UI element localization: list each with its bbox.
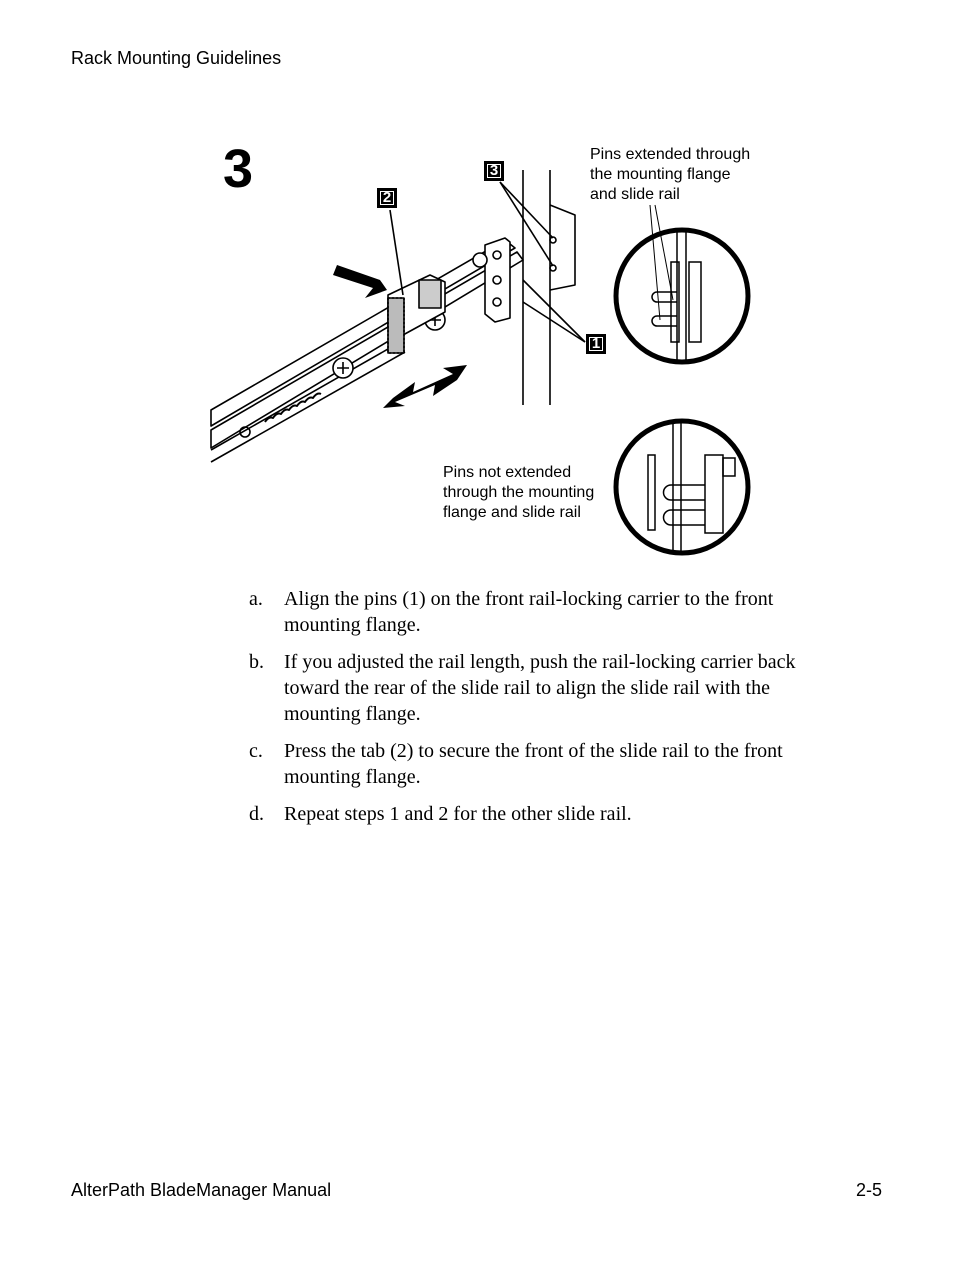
step-letter: d. [249,803,264,825]
step-text: If you adjusted the rail length, push the rail-locking carrier back toward the rear of the slide rail to align the slide rail with the mounting flange. [284,651,796,725]
step-item [249,586,849,638]
step-item [249,801,849,827]
callout-pins-extended: Pins extended through the mounting flange and slide rail [590,146,751,203]
callout-badge-flange: 3 [484,161,504,181]
step-letter: c. [249,740,263,762]
step-letter: a. [249,588,263,610]
step-item [249,649,849,727]
instruction-steps [249,586,849,838]
rail-installation-figure [205,130,765,570]
footer-manual-title: AlterPath BladeManager Manual [71,1180,332,1200]
step-text: Repeat steps 1 and 2 for the other slide rail. [284,803,632,825]
page-header: Rack Mounting Guidelines [71,48,282,68]
callout-badge-tab: 2 [377,188,397,208]
step-letter: b. [249,651,264,673]
step-item [249,738,849,790]
figure-step-number: 3 [223,139,254,199]
callout-badge-pins: 1 [586,334,606,354]
step-text: Align the pins (1) on the front rail-locking carrier to the front mounting flange. [284,588,774,636]
footer-page-number: 2-5 [855,1180,882,1200]
step-text: Press the tab (2) to secure the front of the slide rail to the front mounting flange. [284,740,783,788]
callout-pins-not-extended: Pins not extended through the mounting flange and slide rail [443,464,595,521]
